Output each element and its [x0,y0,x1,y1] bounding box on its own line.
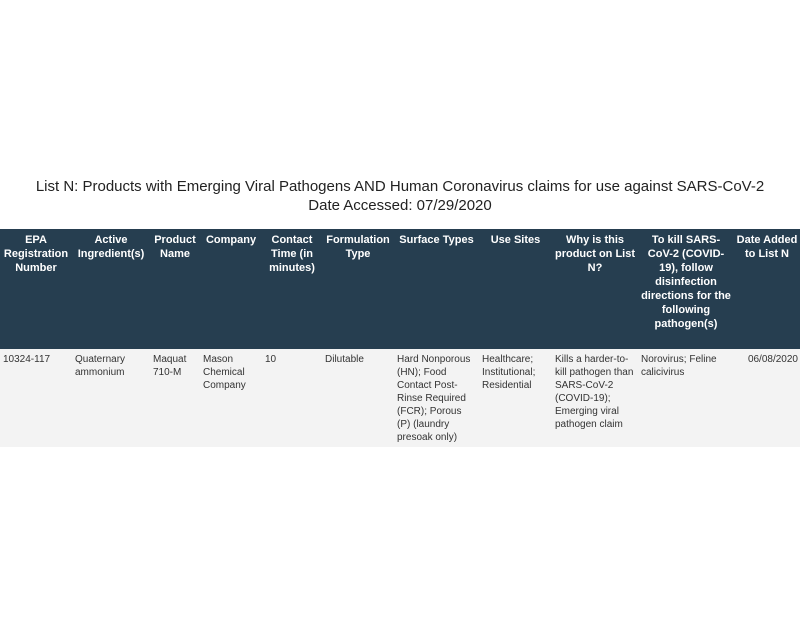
cell-date-added: 06/08/2020 [747,354,798,365]
header-formulation-type: Formulation Type [326,234,390,260]
list-n-table-container [0,229,800,447]
cell-epa-registration-number: 10324-117 [3,354,51,365]
header-product-name: Product Name [154,234,196,260]
cell-product-name: Maquat 710-M [153,354,187,378]
header-company: Company [205,234,257,246]
table-row [0,349,800,447]
list-n-table [0,229,800,447]
cell-use-sites: Healthcare; Institutional; Residential [482,354,536,391]
header-surface-types: Surface Types [399,234,474,246]
cell-pathogen-directions: Norovirus; Feline calicivirus [641,354,717,378]
title-line-1: List N: Products with Emerging Viral Pathogens AND Human Coronavirus claims for use against SARS-CoV-2 [35,178,765,195]
header-contact-time: Contact Time (in minutes) [269,234,315,274]
title-line-2: Date Accessed: 07/29/2020 [308,197,492,214]
cell-why-on-list: Kills a harder-to-kill pathogen than SARS-CoV-2 (COVID-19); Emerging viral pathogen claim [555,354,634,430]
header-epa-registration-number: EPA Registration Number [3,234,69,274]
cell-active-ingredients: Quaternary ammonium [75,354,126,378]
table-header-row [0,229,800,349]
cell-surface-types: Hard Nonporous (HN); Food Contact Post-Rinse Required (FCR); Porous (P) (laundry presoak only) [397,354,471,443]
document-title [0,177,800,215]
header-date-added: Date Added to List N [736,234,798,260]
cell-contact-time: 10 [265,354,277,365]
cell-company: Mason Chemical Company [203,354,246,391]
cell-formulation-type: Dilutable [325,354,364,365]
header-use-sites: Use Sites [490,234,541,246]
header-pathogen-directions: To kill SARS-CoV-2 (COVID-19), follow disinfection directions for the following pathogen(s) [641,234,731,330]
header-why-on-list: Why is this product on List N? [554,234,636,274]
header-active-ingredients: Active Ingredient(s) [77,234,145,260]
